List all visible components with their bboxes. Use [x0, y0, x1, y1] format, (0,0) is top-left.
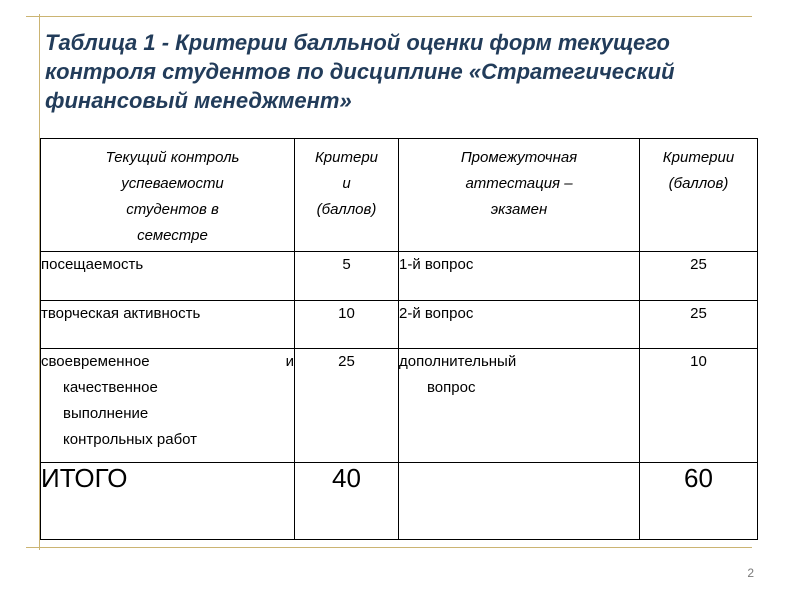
score-cell: 25 — [640, 252, 758, 301]
header-text: Промежуточная — [460, 149, 578, 166]
header-text: (баллов) — [316, 201, 377, 218]
total-label: ИТОГО — [41, 463, 295, 540]
total-empty-cell — [399, 463, 640, 540]
score-cell: 25 — [640, 301, 758, 349]
header-text: и — [342, 175, 351, 192]
total-score-1: 40 — [295, 463, 399, 540]
cell-text-line: вопрос — [427, 379, 476, 396]
table-row — [41, 252, 758, 301]
exam-cell: 2-й вопрос — [399, 301, 640, 349]
score-cell: 10 — [295, 301, 399, 349]
page-number: 2 — [747, 566, 754, 580]
header-text: успеваемости — [121, 175, 224, 192]
header-text: Критерии — [662, 149, 735, 166]
frame-bottom-line — [26, 547, 752, 548]
header-text: экзамен — [490, 201, 548, 218]
cell-text-line: дополнительный — [399, 353, 517, 370]
header-text: семестре — [137, 227, 208, 244]
score-cell: 10 — [640, 349, 758, 463]
current-control-cell: творческая активность — [41, 301, 295, 349]
total-score-2: 60 — [640, 463, 758, 540]
header-criteria-2 — [640, 139, 758, 252]
header-current-control — [41, 139, 295, 252]
criteria-table — [40, 138, 758, 540]
score-cell: 5 — [295, 252, 399, 301]
slide-title — [45, 28, 765, 115]
table-header-row — [41, 139, 758, 252]
title-line-2: контроля студентов по дисциплине «Стратегический — [45, 59, 675, 84]
header-text: (баллов) — [668, 175, 729, 192]
table-row — [41, 301, 758, 349]
cell-text-line: контрольных работ — [63, 431, 198, 448]
cell-text-line: качественное — [63, 379, 158, 396]
exam-cell: 1-й вопрос — [399, 252, 640, 301]
exam-cell — [399, 349, 640, 463]
header-text: Текущий контроль — [105, 149, 240, 166]
current-control-cell — [41, 349, 295, 463]
title-line-3: финансовый менеджмент» — [45, 88, 352, 113]
header-criteria-1 — [295, 139, 399, 252]
table-row — [41, 349, 758, 463]
header-text: студентов в — [126, 201, 219, 218]
header-text: Критери — [314, 149, 379, 166]
header-text: аттестация – — [465, 175, 573, 192]
cell-text-line: своевременное и — [41, 353, 294, 370]
title-line-1: Таблица 1 - Критерии балльной оценки форм текущего — [45, 30, 670, 55]
frame-top-line — [26, 16, 752, 17]
total-row — [41, 463, 758, 540]
current-control-cell: посещаемость — [41, 252, 295, 301]
header-intermediate-attestation — [399, 139, 640, 252]
cell-text-line: выполнение — [63, 405, 149, 422]
score-cell: 25 — [295, 349, 399, 463]
